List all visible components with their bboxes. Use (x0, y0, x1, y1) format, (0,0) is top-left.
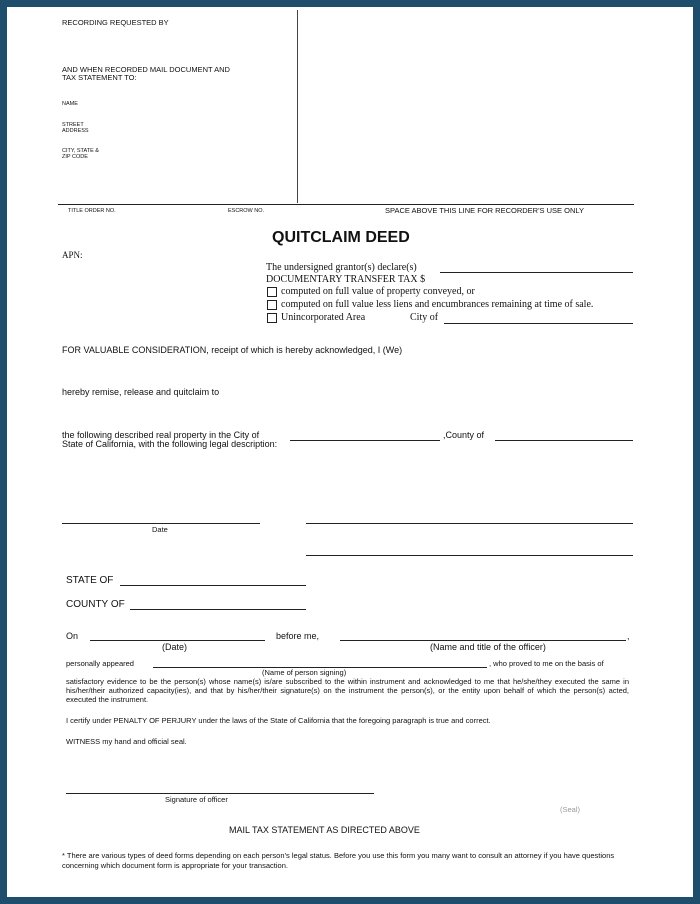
county-of-line[interactable] (130, 609, 306, 610)
street-label-1: STREET (62, 122, 84, 128)
before-me-label: before me, (276, 631, 320, 641)
signature-officer-label: Signature of officer (165, 795, 228, 804)
witness-text: WITNESS my hand and official seal. (66, 737, 187, 746)
less-liens-label: computed on full value less liens and encumbrances remaining at time of sale. (281, 299, 594, 310)
officer-comma: , (627, 631, 630, 641)
date-label: Date (152, 525, 168, 534)
evidence-text: satisfactory evidence to be the person(s) whose name(s) is/are subscribed to the within instrument and acknowledged to me that he/she/they executed the same in his/her/their authorized capacity(ies), and that by his/her/their signature(s) on the instrument the person(s), or the entity upon behalf of which the person(s) acted, executed the instrument. (66, 677, 629, 704)
city-of-line[interactable] (444, 323, 633, 324)
city-of-label: City of (410, 312, 439, 323)
escrow-label: ESCROW NO. (228, 208, 265, 214)
recorder-line (58, 204, 634, 205)
title-order-label: TITLE ORDER NO. (68, 208, 116, 214)
county-of-label: COUNTY OF (66, 599, 125, 610)
personally-appeared-label: personally appeared (66, 659, 134, 668)
grantor-signature-line-2[interactable] (306, 555, 633, 556)
apn-label: APN: (62, 250, 83, 260)
grantor-signature-line-1[interactable] (306, 523, 633, 524)
name-label: NAME (62, 101, 78, 107)
property-city-text: the following described real property in the City of (62, 430, 260, 440)
recording-requested-by: RECORDING REQUESTED BY (62, 18, 169, 27)
officer-caption: (Name and title of the officer) (430, 642, 546, 652)
city-label-1: CITY, STATE & (62, 148, 99, 154)
declare-line[interactable] (440, 272, 633, 273)
document-title: QUITCLAIM DEED (272, 229, 410, 246)
county-of-text: ,County of (443, 430, 485, 440)
footer-note: * There are various types of deed forms depending on each person’s legal status. Before you use this form you many want to consult an attorney if you have questions concerning which document form is appropriate for your transaction. (62, 851, 615, 870)
county-line[interactable] (495, 440, 633, 441)
street-label-2: ADDRESS (62, 128, 89, 134)
state-description: State of California, with the following legal description: (62, 439, 278, 449)
recorder-use-label: SPACE ABOVE THIS LINE FOR RECORDER'S USE ONLY (385, 206, 584, 215)
full-value-label: computed on full value of property conveyed, or (281, 286, 475, 297)
person-signing-caption: (Name of person signing) (262, 668, 347, 677)
mail-to-line-1: AND WHEN RECORDED MAIL DOCUMENT AND (62, 65, 230, 74)
remise-text: hereby remise, release and quitclaim to (62, 387, 220, 397)
officer-signature-line[interactable] (66, 793, 374, 794)
state-of-line[interactable] (120, 585, 306, 586)
mail-tax-statement: MAIL TAX STATEMENT AS DIRECTED ABOVE (229, 825, 420, 835)
city-label-2: ZIP CODE (62, 154, 88, 160)
on-label: On (66, 631, 79, 641)
mail-to-line-2: TAX STATEMENT TO: (62, 73, 137, 82)
full-value-checkbox[interactable] (267, 287, 277, 297)
unincorporated-label: Unincorporated Area (281, 312, 366, 323)
consideration-text: FOR VALUABLE CONSIDERATION, receipt of which is hereby acknowledged, I (We) (62, 345, 403, 355)
notary-date-line[interactable] (90, 640, 265, 641)
officer-name-line[interactable] (340, 640, 626, 641)
date-line[interactable] (62, 523, 260, 524)
proved-basis-text: , who proved to me on the basis of (489, 659, 604, 668)
header-divider (297, 10, 298, 203)
date-caption: (Date) (162, 642, 188, 652)
seal-label: (Seal) (560, 805, 581, 814)
unincorporated-checkbox[interactable] (267, 313, 277, 323)
perjury-text: I certify under PENALTY OF PERJURY under the laws of the State of California that the foregoing paragraph is true and correct. (66, 716, 491, 725)
less-liens-checkbox[interactable] (267, 300, 277, 310)
tax-declare: The undersigned grantor(s) declare(s) (266, 262, 417, 273)
transfer-tax-label: DOCUMENTARY TRANSFER TAX $ (266, 274, 426, 285)
property-city-line[interactable] (290, 440, 440, 441)
state-of-label: STATE OF (66, 575, 114, 586)
